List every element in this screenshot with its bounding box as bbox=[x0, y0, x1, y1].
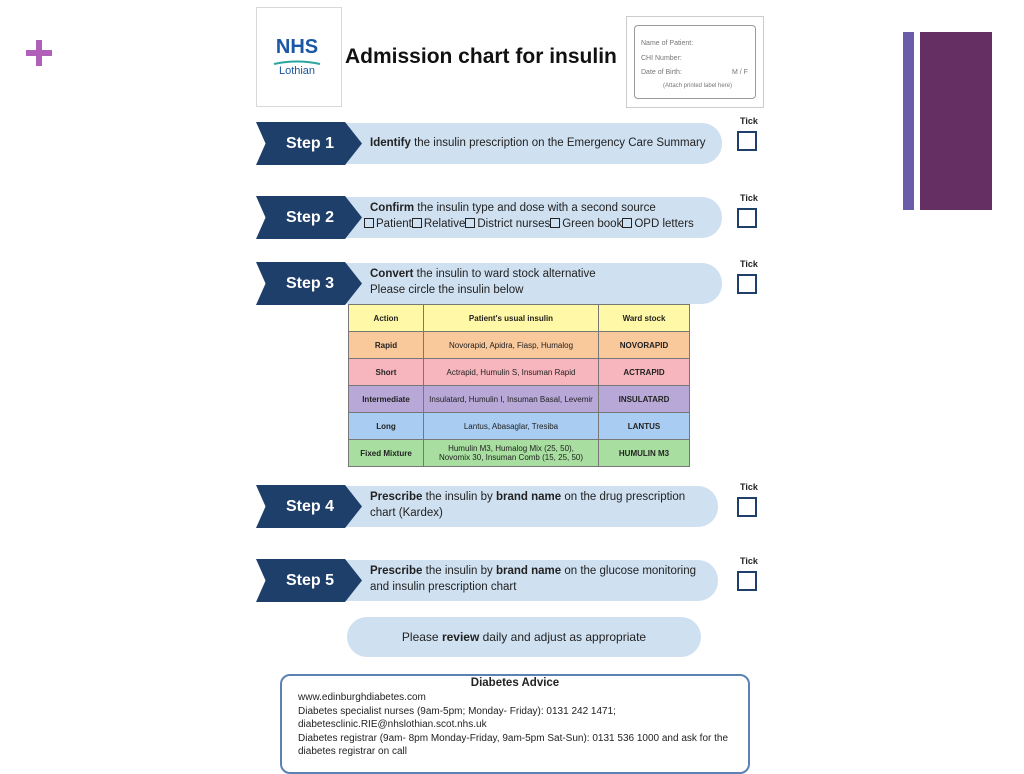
step-2-label: Step 2 bbox=[286, 209, 335, 226]
table-row bbox=[349, 359, 690, 386]
step-4-line2: chart (Kardex) bbox=[370, 507, 443, 519]
row-stock: ACTRAPID bbox=[599, 359, 690, 386]
decorative-bar-thin bbox=[903, 32, 914, 210]
row-action: Long bbox=[349, 413, 424, 440]
step-5-text: Prescribe the insulin by brand name on the glucose monitoring bbox=[370, 565, 697, 577]
patient-name-label: Name of Patient: bbox=[641, 40, 694, 47]
row-usual: Novorapid, Apidra, Fiasp, Humalog bbox=[424, 332, 599, 359]
row-usual: Lantus, Abasaglar, Tresiba bbox=[424, 413, 599, 440]
row-stock: HUMULIN M3 bbox=[599, 440, 690, 467]
step-4-tick-box[interactable] bbox=[737, 497, 757, 517]
advice-registrar-line: Diabetes registrar (9am- 8pm Monday-Friday, 9am-5pm Sat-Sun): 0131 536 1000 and ask for the bbox=[298, 733, 729, 744]
step-2-tick-label: Tick bbox=[740, 193, 758, 203]
step-5-label: Step 5 bbox=[286, 572, 335, 589]
table-row bbox=[349, 386, 690, 413]
option-checkbox[interactable] bbox=[412, 218, 422, 228]
row-action: Fixed Mixture bbox=[349, 440, 424, 467]
row-usual: Humulin M3, Humalog Mix (25, 50), Novomix 30, Insuman Comb (15, 25, 50) bbox=[424, 440, 599, 467]
logo-brand: NHS bbox=[275, 36, 319, 58]
advice-nurses-line: Diabetes specialist nurses (9am-5pm; Monday- Friday): 0131 242 1471; bbox=[298, 706, 616, 717]
logo-region: Lothian bbox=[278, 65, 316, 77]
table-row bbox=[349, 413, 690, 440]
step-1-label: Step 1 bbox=[286, 135, 335, 152]
review-text: Please review daily and adjust as appropriate bbox=[401, 630, 647, 644]
row-stock: INSULATARD bbox=[599, 386, 690, 413]
row-stock: NOVORAPID bbox=[599, 332, 690, 359]
table-header-row bbox=[349, 305, 690, 332]
step-4-tick-label: Tick bbox=[740, 482, 758, 492]
dob-label: Date of Birth: bbox=[641, 69, 682, 76]
step-4-text: Prescribe the insulin by brand name on the drug prescription bbox=[370, 491, 686, 503]
header-stock: Ward stock bbox=[599, 305, 690, 332]
table-row bbox=[349, 332, 690, 359]
step-3-text: Convert the insulin to ward stock alternative bbox=[370, 268, 596, 280]
header-usual: Patient's usual insulin bbox=[424, 305, 599, 332]
step-1-tick-label: Tick bbox=[740, 116, 758, 126]
option-checkbox[interactable] bbox=[465, 218, 475, 228]
step-2-options: Patient Relative District nurses Green book OPD letters bbox=[364, 216, 694, 232]
step-4-label: Step 4 bbox=[286, 498, 335, 515]
row-action: Rapid bbox=[349, 332, 424, 359]
step-5-line2: and insulin prescription chart bbox=[370, 581, 517, 593]
decorative-bar-thick bbox=[920, 32, 992, 210]
row-action: Intermediate bbox=[349, 386, 424, 413]
option-checkbox[interactable] bbox=[622, 218, 632, 228]
row-stock: LANTUS bbox=[599, 413, 690, 440]
row-usual: Actrapid, Humulin S, Insuman Rapid bbox=[424, 359, 599, 386]
plus-icon bbox=[26, 40, 52, 66]
option-checkbox[interactable] bbox=[550, 218, 560, 228]
step-1-text: Identify the insulin prescription on the Emergency Care Summary bbox=[370, 137, 706, 149]
advice-title: Diabetes Advice bbox=[470, 677, 560, 689]
insulin-table bbox=[348, 304, 690, 467]
option-checkbox[interactable] bbox=[364, 218, 374, 228]
advice-email-link[interactable]: diabetesclinic.RIE@nhslothian.scot.nhs.uk bbox=[298, 719, 487, 730]
step-3-tick-box[interactable] bbox=[737, 274, 757, 294]
row-usual: Insulatard, Humulin I, Insuman Basal, Levemir bbox=[424, 386, 599, 413]
page-title: Admission chart for insulin bbox=[345, 45, 617, 68]
advice-website-link[interactable]: www.edinburghdiabetes.com bbox=[298, 692, 426, 703]
step-3-line2: Please circle the insulin below bbox=[370, 284, 524, 296]
row-action: Short bbox=[349, 359, 424, 386]
header-action: Action bbox=[349, 305, 424, 332]
table-row bbox=[349, 440, 690, 467]
chi-number-label: CHI Number: bbox=[641, 55, 682, 62]
step-5-tick-box[interactable] bbox=[737, 571, 757, 591]
advice-registrar-line2: diabetes registrar on call bbox=[298, 746, 407, 757]
step-2-text: Confirm the insulin type and dose with a second source bbox=[370, 202, 656, 214]
sex-label: M / F bbox=[732, 69, 748, 76]
label-note: (Attach printed label here) bbox=[663, 83, 733, 89]
step-3-tick-label: Tick bbox=[740, 259, 758, 269]
step-3-label: Step 3 bbox=[286, 275, 335, 292]
step-1-tick-box[interactable] bbox=[737, 131, 757, 151]
step-2-tick-box[interactable] bbox=[737, 208, 757, 228]
step-5-tick-label: Tick bbox=[740, 556, 758, 566]
